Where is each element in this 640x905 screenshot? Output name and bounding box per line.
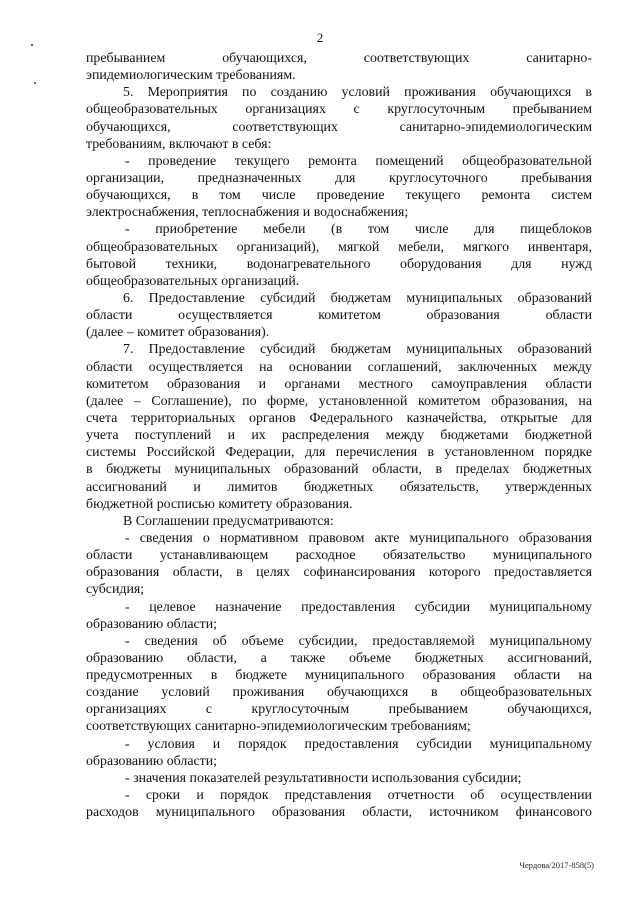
text-line: общеобразовательных организаций), мягкой мебели, мягкого инвентаря, — [86, 239, 592, 255]
text-line: образованию области, а также объеме бюджетных ассигнований, — [86, 650, 592, 666]
text-line: образованию области; — [86, 753, 218, 769]
paragraph-7-start: 7. Предоставление субсидий бюджетам муниципальных образований — [123, 342, 592, 358]
text-line: эпидемиологическим требованиям. — [86, 68, 296, 84]
text-line: учета поступлений и их распределения между бюджетами бюджетной — [86, 428, 592, 444]
list-item-start: - сведения о нормативном правовом акте муниципального образования — [125, 530, 592, 546]
text-line: создание условий проживания обучающихся в общеобразовательных — [86, 685, 592, 701]
text-line: (далее – Соглашение), по форме, установленной комитетом образования, на — [86, 393, 592, 409]
list-item-start: - условия и порядок предоставления субсидии муниципальному — [125, 736, 592, 752]
document-body — [86, 50, 592, 821]
text-line: счета территориальных органов Федерального казначейства, открытые для — [86, 410, 592, 426]
text-line: обучающихся, соответствующих санитарно-эпидемиологическим — [86, 119, 592, 135]
text-line: организации, предназначенных для круглосуточного пребывания — [86, 170, 592, 186]
text-line: области осуществляется комитетом образования области — [86, 308, 592, 324]
document-footer-code: Чердова/2017-858(5) — [519, 860, 594, 870]
text-line: образованию области; — [86, 616, 218, 632]
text-line: общеобразовательных организаций. — [86, 273, 300, 289]
text-line: электроснабжения, теплоснабжения и водоснабжения; — [86, 205, 409, 221]
text-line: области осуществляется на основании соглашений, заключенных между — [86, 359, 592, 375]
text-line: системы Российской Федерации, для перечисления в установленном порядке — [86, 445, 592, 461]
paragraph-agreement-start: В Соглашении предусматриваются: — [123, 513, 334, 529]
list-item-start: - значения показателей результативности использования субсидии; — [125, 770, 522, 786]
text-line: области устанавливающем расходное обязательство муниципального — [86, 548, 592, 564]
paragraph-5-start: 5. Мероприятия по созданию условий проживания обучающихся в — [123, 85, 592, 101]
list-item-start: - приобретение мебели (в том числе для пищеблоков — [125, 222, 592, 238]
text-line: бюджетной росписью комитету образования. — [86, 496, 353, 512]
list-item-start: - сроки и порядок представления отчетности об осуществлении — [125, 788, 592, 804]
text-line: организациях с круглосуточным пребыванием обучающихся, — [86, 702, 592, 718]
text-line: обучающихся, в том числе проведение текущего ремонта систем — [86, 188, 592, 204]
text-line: образования области, в целях софинансирования которого предоставляется — [86, 565, 592, 581]
text-line: ассигнований и лимитов бюджетных обязательств, утвержденных — [86, 479, 592, 495]
page-number: 2 — [316, 30, 324, 45]
scan-speck — [34, 82, 36, 84]
text-line: предусмотренных в бюджете муниципального образования области на — [86, 668, 592, 684]
paragraph-6-start: 6. Предоставление субсидий бюджетам муниципальных образований — [123, 290, 592, 306]
text-line: в бюджеты муниципальных образований области, в пределах бюджетных — [86, 462, 592, 478]
text-line: комитетом образования и органами местного самоуправления области — [86, 376, 592, 392]
text-line: соответствующих санитарно-эпидемиологическим требованиям; — [86, 719, 471, 735]
list-item-start: - сведения об объеме субсидии, предоставляемой муниципальному — [125, 633, 592, 649]
text-line: требованиям, включают в себя: — [86, 136, 272, 152]
text-line: пребыванием обучающихся, соответствующих санитарно- — [86, 51, 592, 66]
text-line: (далее – комитет образования). — [86, 325, 270, 341]
text-line: субсидия; — [86, 582, 145, 598]
text-line: общеобразовательных организациях с круглосуточным пребыванием — [86, 102, 592, 118]
list-item-start: - проведение текущего ремонта помещений общеобразовательной — [125, 153, 592, 169]
list-item-start: - целевое назначение предоставления субсидии муниципальному — [125, 599, 592, 615]
text-line: бытовой техники, водонагревательного оборудования для нужд — [86, 256, 592, 272]
text-line: расходов муниципального образования области, источником финансового — [86, 805, 592, 821]
